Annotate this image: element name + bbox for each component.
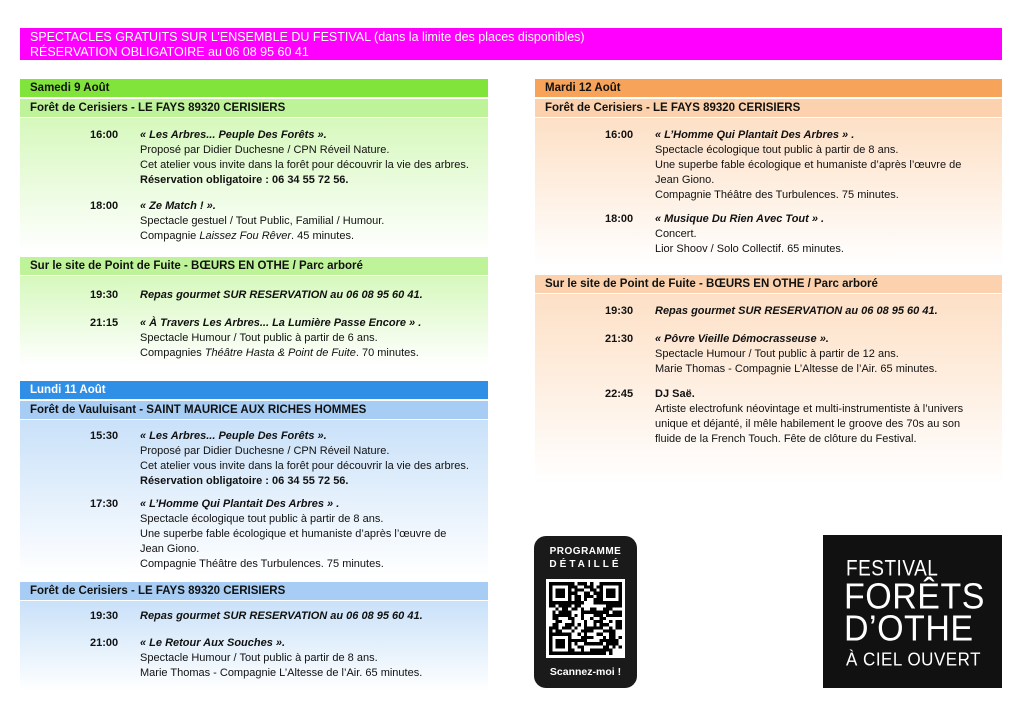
event-time: 21:30 [605, 333, 634, 345]
event-time: 22:45 [605, 388, 634, 400]
logo-line-2: FORÊTS [844, 576, 985, 617]
day-header-samedi: Samedi 9 Août [20, 79, 488, 97]
event-line: Une superbe fable écologique et humaniste d’après l’œuvre de [140, 528, 447, 540]
schedule-panel [20, 601, 488, 691]
logo-line-1: FESTIVAL [846, 557, 939, 582]
logo-line-4: À CIEL OUVERT [846, 649, 981, 670]
reservation-note: Réservation obligatoire : 06 34 55 72 56. [140, 174, 349, 186]
banner-line-1: SPECTACLES GRATUITS SUR L’ENSEMBLE DU FESTIVAL (dans la limite des places disponibles) [30, 30, 585, 44]
event-time: 21:00 [90, 637, 119, 649]
event-title: Repas gourmet SUR RESERVATION au 06 08 95 60 41. [655, 305, 938, 317]
event-line: Artiste electrofunk néovintage et multi-instrumentiste à l’univers [655, 403, 964, 415]
qr-code-card[interactable] [534, 536, 637, 688]
event-time: 15:30 [90, 430, 119, 442]
event-title: « L’Homme Qui Plantait Des Arbres » . [655, 129, 855, 141]
day-header-mardi: Mardi 12 Août [535, 79, 1002, 97]
event-time: 19:30 [605, 305, 634, 317]
event-line: Marie Thomas - Compagnie L’Altesse de l’Air. 65 minutes. [655, 363, 938, 375]
event-title: « Le Retour Aux Souches ». [140, 637, 286, 649]
event-title: « Pôvre Vieille Démocrasseuse ». [655, 333, 829, 345]
location-header: Forêt de Vauluisant - SAINT MAURICE AUX RICHES HOMMES [20, 401, 488, 419]
event-line: Une superbe fable écologique et humaniste d’après l’œuvre de [655, 159, 962, 171]
location-header: Sur le site de Point de Fuite - BŒURS EN OTHE / Parc arboré [20, 257, 488, 275]
event-line: Jean Giono. [140, 543, 200, 555]
event-line: Compagnie Théâtre des Turbulences. 75 minutes. [655, 189, 899, 201]
event-line: Compagnies Théâtre Hasta & Point de Fuite. 70 minutes. [140, 347, 419, 359]
event-line: fluide de la French Touch. Fête de clôture du Festival. [655, 433, 917, 445]
logo-line-3: D’OTHE [844, 608, 974, 649]
event-title: Repas gourmet SUR RESERVATION au 06 08 95 60 41. [140, 289, 423, 301]
event-title: « Les Arbres... Peuple Des Forêts ». [140, 129, 327, 141]
event-time: 18:00 [605, 213, 634, 225]
event-line: Cet atelier vous invite dans la forêt pour découvrir la vie des arbres. [140, 460, 469, 472]
location-header: Sur le site de Point de Fuite - BŒURS EN OTHE / Parc arboré [535, 275, 1002, 293]
qr-label-line-1: PROGRAMME [549, 546, 622, 557]
event-line: Proposé par Didier Duchesne / CPN Réveil Nature. [140, 144, 390, 156]
event-line: Spectacle Humour / Tout public à partir de 12 ans. [655, 348, 899, 360]
event-title: DJ Saë. [655, 388, 695, 400]
schedule-panel [535, 294, 1002, 484]
schedule-panel [20, 420, 488, 576]
event-title: « À Travers Les Arbres... La Lumière Passe Encore » . [140, 317, 422, 329]
qr-code-icon[interactable] [546, 579, 625, 658]
banner-line-2: RÉSERVATION OBLIGATOIRE au 06 08 95 60 41 [30, 45, 309, 59]
event-time: 19:30 [90, 610, 119, 622]
event-line: unique et déjanté, il mêle habilement le groove des 70s au son [655, 418, 961, 430]
schedule-panel [535, 118, 1002, 266]
location-header: Forêt de Cerisiers - LE FAYS 89320 CERISIERS [20, 99, 488, 117]
event-title: Repas gourmet SUR RESERVATION au 06 08 95 60 41. [140, 610, 423, 622]
event-time: 16:00 [90, 129, 119, 141]
event-title: « L’Homme Qui Plantait Des Arbres » . [140, 498, 340, 510]
scan-me-label: Scannez-moi ! [549, 666, 622, 678]
day-header-lundi: Lundi 11 Août [20, 381, 488, 399]
event-time: 18:00 [90, 200, 119, 212]
event-line: Spectacle écologique tout public à partir de 8 ans. [655, 144, 899, 156]
event-title: « Les Arbres... Peuple Des Forêts ». [140, 430, 327, 442]
event-line: Spectacle gestuel / Tout Public, Familial / Humour. [140, 215, 385, 227]
schedule-panel [20, 118, 488, 252]
event-title: « Musique Du Rien Avec Tout » . [655, 213, 825, 225]
event-line: Compagnie Laissez Fou Rêver. 45 minutes. [140, 230, 355, 242]
event-line: Marie Thomas - Compagnie L’Altesse de l’Air. 65 minutes. [140, 667, 423, 679]
event-line: Concert. [655, 228, 697, 240]
reservation-note: Réservation obligatoire : 06 34 55 72 56. [140, 475, 349, 487]
festival-logo [823, 535, 1002, 688]
event-line: Proposé par Didier Duchesne / CPN Réveil Nature. [140, 445, 390, 457]
location-header: Forêt de Cerisiers - LE FAYS 89320 CERISIERS [20, 582, 488, 600]
event-line: Spectacle Humour / Tout public à partir de 6 ans. [140, 332, 378, 344]
event-line: Jean Giono. [655, 174, 715, 186]
qr-label-line-2: DÉTAILLÉ [549, 559, 622, 570]
event-line: Compagnie Théâtre des Turbulences. 75 minutes. [140, 558, 384, 570]
event-time: 17:30 [90, 498, 119, 510]
location-header: Forêt de Cerisiers - LE FAYS 89320 CERISIERS [535, 99, 1002, 117]
event-line: Cet atelier vous invite dans la forêt pour découvrir la vie des arbres. [140, 159, 469, 171]
event-line: Spectacle Humour / Tout public à partir de 8 ans. [140, 652, 378, 664]
event-time: 16:00 [605, 129, 634, 141]
event-title: « Ze Match ! ». [140, 200, 216, 212]
free-shows-banner [20, 28, 1002, 60]
event-line: Spectacle écologique tout public à partir de 8 ans. [140, 513, 384, 525]
event-line: Lior Shoov / Solo Collectif. 65 minutes. [655, 243, 844, 255]
event-time: 21:15 [90, 317, 119, 329]
event-time: 19:30 [90, 289, 119, 301]
schedule-panel [20, 276, 488, 366]
